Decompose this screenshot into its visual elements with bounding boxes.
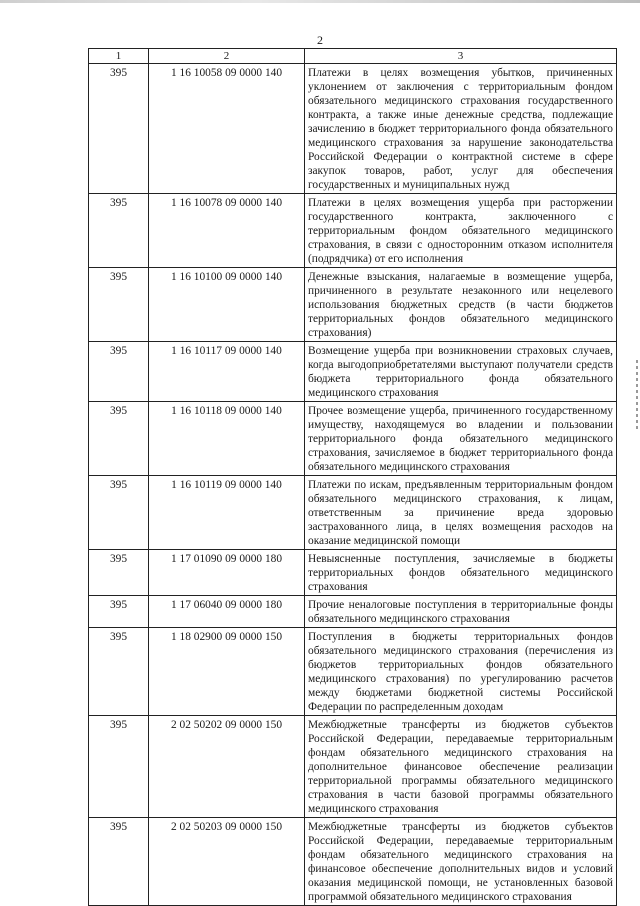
table-header-row	[89, 49, 617, 64]
scan-margin-mark	[636, 360, 638, 430]
budget-classification-code: 1 16 10118 09 0000 140	[149, 402, 305, 476]
revenue-name: Денежные взыскания, налагаемые в возмещение ущерба, причиненного в результате незаконного или нецелевого использования бюджетных средств (в части бюджетов территориальных фондов обязательного медицинского страхования)	[305, 268, 617, 342]
scan-edge	[0, 0, 640, 3]
table-row	[89, 628, 617, 716]
budget-classification-code: 1 16 10119 09 0000 140	[149, 476, 305, 550]
budget-classification-code: 2 02 50203 09 0000 150	[149, 818, 305, 906]
table-row	[89, 342, 617, 402]
column-header-3: 3	[305, 49, 617, 64]
admin-code: 395	[89, 342, 149, 402]
table-row	[89, 64, 617, 194]
revenue-name: Возмещение ущерба при возникновении страховых случаев, когда выгодоприобретателями выступают получатели средств бюджета территориального фонда обязательного медицинского страхования	[305, 342, 617, 402]
admin-code: 395	[89, 194, 149, 268]
revenue-name: Межбюджетные трансферты из бюджетов субъектов Российской Федерации, передаваемые территориальным фондам обязательного медицинского страхования на финансовое обеспечение дополнительных видов и условий оказания медицинской помощи, не установленных базовой программой обязательного медицинского страхования	[305, 818, 617, 906]
column-header-1: 1	[89, 49, 149, 64]
revenue-name: Платежи по искам, предъявленным территориальным фондом обязательного медицинского страхования, к лицам, ответственным за причинение вреда здоровью застрахованного лица, в целях возмещения расходов на оказание медицинской помощи	[305, 476, 617, 550]
revenue-name: Платежи в целях возмещения убытков, причиненных уклонением от заключения с территориальным фондом обязательного медицинского страхования государственного контракта, а также иные денежные средства, подлежащие зачислению в бюджет территориального фонда обязательного медицинского страхования за нарушение законодательства Российской Федерации о контрактной системе в сфере закупок товаров, работ, услуг для обеспечения государственных и муниципальных нужд	[305, 64, 617, 194]
admin-code: 395	[89, 268, 149, 342]
table-row	[89, 476, 617, 550]
budget-classification-code: 1 17 01090 09 0000 180	[149, 550, 305, 596]
revenue-name: Платежи в целях возмещения ущерба при расторжении государственного контракта, заключенного с территориальным фондом обязательного медицинского страхования, в связи с односторонним отказом исполнителя (подрядчика) от его исполнения	[305, 194, 617, 268]
column-header-2: 2	[149, 49, 305, 64]
revenue-name: Невыясненные поступления, зачисляемые в бюджеты территориальных фондов обязательного медицинского страхования	[305, 550, 617, 596]
budget-classification-code: 1 16 10117 09 0000 140	[149, 342, 305, 402]
table-row	[89, 596, 617, 628]
admin-code: 395	[89, 476, 149, 550]
revenue-codes-table	[88, 48, 617, 906]
budget-classification-code: 1 16 10100 09 0000 140	[149, 268, 305, 342]
admin-code: 395	[89, 716, 149, 818]
table-row	[89, 268, 617, 342]
budget-classification-code: 1 17 06040 09 0000 180	[149, 596, 305, 628]
admin-code: 395	[89, 818, 149, 906]
budget-classification-code: 1 16 10058 09 0000 140	[149, 64, 305, 194]
revenue-name: Прочее возмещение ущерба, причиненного государственному имуществу, находящемуся во владении и пользовании территориального фонда обязательного медицинского страхования, зачисляемое в бюджет территориального фонда обязательного медицинского страхования	[305, 402, 617, 476]
admin-code: 395	[89, 596, 149, 628]
table-row	[89, 194, 617, 268]
revenue-name: Межбюджетные трансферты из бюджетов субъектов Российской Федерации, передаваемые территориальным фондам обязательного медицинского страхования на дополнительное финансовое обеспечение реализации территориальной программы обязательного медицинского страхования в части базовой программы обязательного медицинского страхования	[305, 716, 617, 818]
admin-code: 395	[89, 550, 149, 596]
table-row	[89, 818, 617, 906]
admin-code: 395	[89, 402, 149, 476]
budget-classification-code: 2 02 50202 09 0000 150	[149, 716, 305, 818]
table-row	[89, 550, 617, 596]
admin-code: 395	[89, 628, 149, 716]
table-row	[89, 402, 617, 476]
budget-classification-code: 1 18 02900 09 0000 150	[149, 628, 305, 716]
budget-classification-code: 1 16 10078 09 0000 140	[149, 194, 305, 268]
revenue-name: Прочие неналоговые поступления в территориальные фонды обязательного медицинского страхования	[305, 596, 617, 628]
table-row	[89, 716, 617, 818]
page-number: 2	[317, 33, 323, 47]
admin-code: 395	[89, 64, 149, 194]
revenue-name: Поступления в бюджеты территориальных фондов обязательного медицинского страхования (перечисления из бюджетов территориальных фондов обязательного медицинского страхования) по урегулированию расчетов между бюджетами бюджетной системы Российской Федерации по распределенным доходам	[305, 628, 617, 716]
